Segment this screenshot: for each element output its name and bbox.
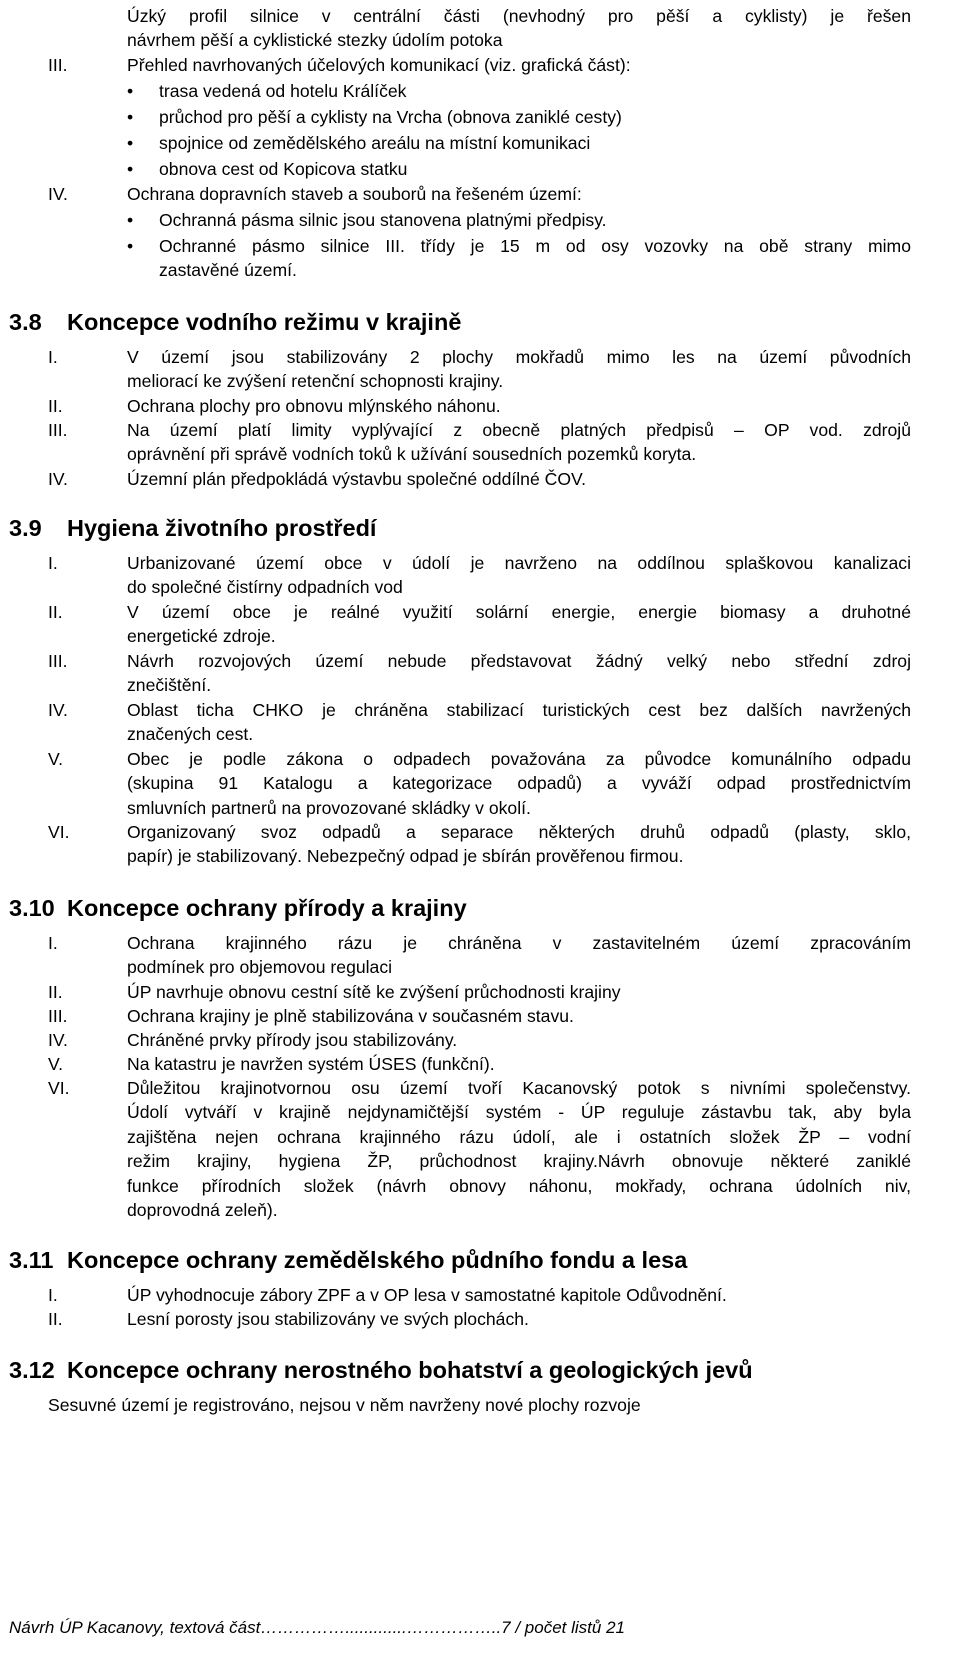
list-text-line: ÚP vyhodnocuje zábory ZPF a v OP lesa v samostatné kapitole Odůvodnění.	[127, 1285, 727, 1305]
section-title: Hygiena životního prostředí	[67, 515, 377, 541]
list-number: VI.	[48, 1078, 70, 1098]
list-text-line: meliorací ke zvýšení retenční schopnosti krajiny.	[127, 371, 504, 392]
list-text-line: Lesní porosty jsou stabilizovány ve svých plochách.	[127, 1309, 529, 1329]
list-number: V.	[48, 749, 64, 769]
list-text: Přehled navrhovaných účelových komunikací (viz. grafická část):	[127, 55, 631, 75]
page-footer: Návrh ÚP Kacanovy, textová část…………….............……………..7 / počet listů 21	[9, 1618, 625, 1637]
list-text-line: zajištěna nejen ochrana krajinného rázu údolí, ale i ostatních složek ŽP – vodní	[127, 1126, 911, 1147]
list-text-line: Ochrana plochy pro obnovu mlýnského náhonu.	[127, 396, 501, 416]
list-number: II.	[48, 1309, 63, 1329]
list-number: I.	[48, 347, 58, 367]
bullet-icon: •	[127, 107, 134, 127]
list-text-line: doprovodná zeleň).	[127, 1200, 278, 1221]
bullet-text-line: zastavěné území.	[159, 260, 297, 281]
list-text-line: Územní plán předpokládá výstavbu společné oddílné ČOV.	[127, 469, 587, 489]
list-text-line: Údolí vytváří v krajině nejdynamičtější systém - ÚP reguluje zástavbu tak, aby byla	[127, 1102, 911, 1123]
list-number: I.	[48, 1285, 58, 1305]
list-number: II.	[48, 982, 63, 1002]
list-text-line: Důležitou krajinotvornou osu území tvoří Kacanovský potok s nivními společenstvy.	[127, 1078, 911, 1098]
list-number: III.	[48, 1006, 68, 1026]
list-number: V.	[48, 1054, 64, 1074]
list-text-line: V území obce je reálné využití solární energie, energie biomasy a druhotné	[127, 602, 911, 622]
list-text-line: Ochrana krajinného rázu je chráněna v zastavitelném území zpracováním	[127, 933, 911, 953]
intro-line-1: Úzký profil silnice v centrální části (nevhodný pro pěší a cyklisty) je řešen	[127, 6, 911, 26]
list-text-line: papír) je stabilizovaný. Nebezpečný odpad je sbírán prověřenou firmou.	[127, 846, 684, 867]
list-text-line: režim krajiny, hygiena ŽP, průchodnost krajiny.Návrh obnovuje některé zaniklé	[127, 1151, 911, 1172]
section-number: 3.12	[9, 1357, 55, 1383]
list-number: VI.	[48, 822, 70, 842]
bullet-icon: •	[127, 236, 134, 256]
section-heading-3-12	[9, 1356, 753, 1384]
section-title: Koncepce ochrany zemědělského půdního fondu a lesa	[67, 1247, 688, 1273]
list-number: II.	[48, 396, 63, 416]
bullet-text: obnova cest od Kopicova statku	[159, 159, 408, 179]
list-text-line: Obec je podle zákona o odpadech považována za původce komunálního odpadu	[127, 749, 911, 769]
bullet-icon: •	[127, 133, 134, 153]
list-number: III.	[48, 55, 68, 75]
section-heading-3-9	[9, 514, 376, 542]
list-text-line: funkce přírodních složek (návrh obnovy náhonu, mokřady, ochrana údolních niv,	[127, 1175, 911, 1196]
section-number: 3.8	[9, 309, 42, 335]
section-number: 3.11	[9, 1247, 54, 1273]
list-number: II.	[48, 602, 63, 622]
bullet-icon: •	[127, 81, 134, 101]
list-text-line: Chráněné prvky přírody jsou stabilizovány.	[127, 1030, 458, 1050]
bullet-text: průchod pro pěší a cyklisty na Vrcha (obnova zaniklé cesty)	[159, 107, 622, 127]
list-number: IV.	[48, 469, 68, 489]
bullet-text-line: Ochranné pásmo silnice III. třídy je 15 m od osy vozovky na obě strany mimo	[159, 236, 911, 256]
list-number: I.	[48, 933, 58, 953]
section-heading-3-8	[9, 308, 461, 336]
list-text-line: Oblast ticha CHKO je chráněna stabilizací turistických cest bez dalších navržených	[127, 700, 911, 720]
bullet-text: spojnice od zemědělského areálu na místní komunikaci	[159, 133, 591, 153]
list-text-line: smluvních partnerů na provozované skládky v okolí.	[127, 797, 531, 818]
bullet-icon: •	[127, 210, 134, 230]
section-heading-3-10	[9, 894, 467, 922]
intro-line-2: návrhem pěší a cyklistické stezky údolím potoka	[127, 30, 503, 51]
list-text-line: Na katastru je navržen systém ÚSES (funkční).	[127, 1054, 495, 1074]
list-text-line: Návrh rozvojových území nebude představovat žádný velký nebo střední zdroj	[127, 651, 911, 671]
section-title: Koncepce ochrany nerostného bohatství a geologických jevů	[67, 1357, 753, 1383]
list-text-line: Organizovaný svoz odpadů a separace některých druhů odpadů (plasty, sklo,	[127, 822, 911, 842]
list-text-line: Na území platí limity vyplývající z obecně platných předpisů – OP vod. zdrojů	[127, 420, 911, 440]
list-text-line: oprávnění při správě vodních toků k užívání sousedních pozemků koryta.	[127, 444, 697, 465]
list-number: IV.	[48, 184, 68, 204]
section-paragraph: Sesuvné území je registrováno, nejsou v něm navrženy nové plochy rozvoje	[48, 1395, 641, 1415]
list-text-line: Urbanizované území obce v údolí je navrženo na oddílnou splaškovou kanalizaci	[127, 553, 911, 573]
list-text-line: V území jsou stabilizovány 2 plochy mokřadů mimo les na území původních	[127, 347, 911, 367]
list-text-line: do společné čistírny odpadních vod	[127, 577, 403, 598]
list-text-line: energetické zdroje.	[127, 626, 276, 647]
list-number: III.	[48, 651, 68, 671]
list-text: Ochrana dopravních staveb a souborů na řešeném území:	[127, 184, 582, 204]
section-number: 3.9	[9, 515, 42, 541]
list-text-line: (skupina 91 Katalogu a kategorizace odpadů) a vyváží odpad prostřednictvím	[127, 773, 911, 794]
section-title: Koncepce vodního režimu v krajině	[67, 309, 462, 335]
section-heading-3-11	[9, 1246, 687, 1274]
list-number: IV.	[48, 700, 68, 720]
list-number: III.	[48, 420, 68, 440]
bullet-text: trasa vedená od hotelu Králíček	[159, 81, 407, 101]
bullet-text: Ochranná pásma silnic jsou stanovena platnými předpisy.	[159, 210, 607, 230]
list-number: IV.	[48, 1030, 68, 1050]
section-title: Koncepce ochrany přírody a krajiny	[67, 895, 467, 921]
list-text-line: podmínek pro objemovou regulaci	[127, 957, 393, 978]
list-text-line: ÚP navrhuje obnovu cestní sítě ke zvýšení průchodnosti krajiny	[127, 982, 621, 1002]
list-text-line: značených cest.	[127, 724, 254, 745]
section-number: 3.10	[9, 895, 55, 921]
list-text-line: znečištění.	[127, 675, 212, 696]
bullet-icon: •	[127, 159, 134, 179]
list-number: I.	[48, 553, 58, 573]
list-text-line: Ochrana krajiny je plně stabilizována v současném stavu.	[127, 1006, 574, 1026]
